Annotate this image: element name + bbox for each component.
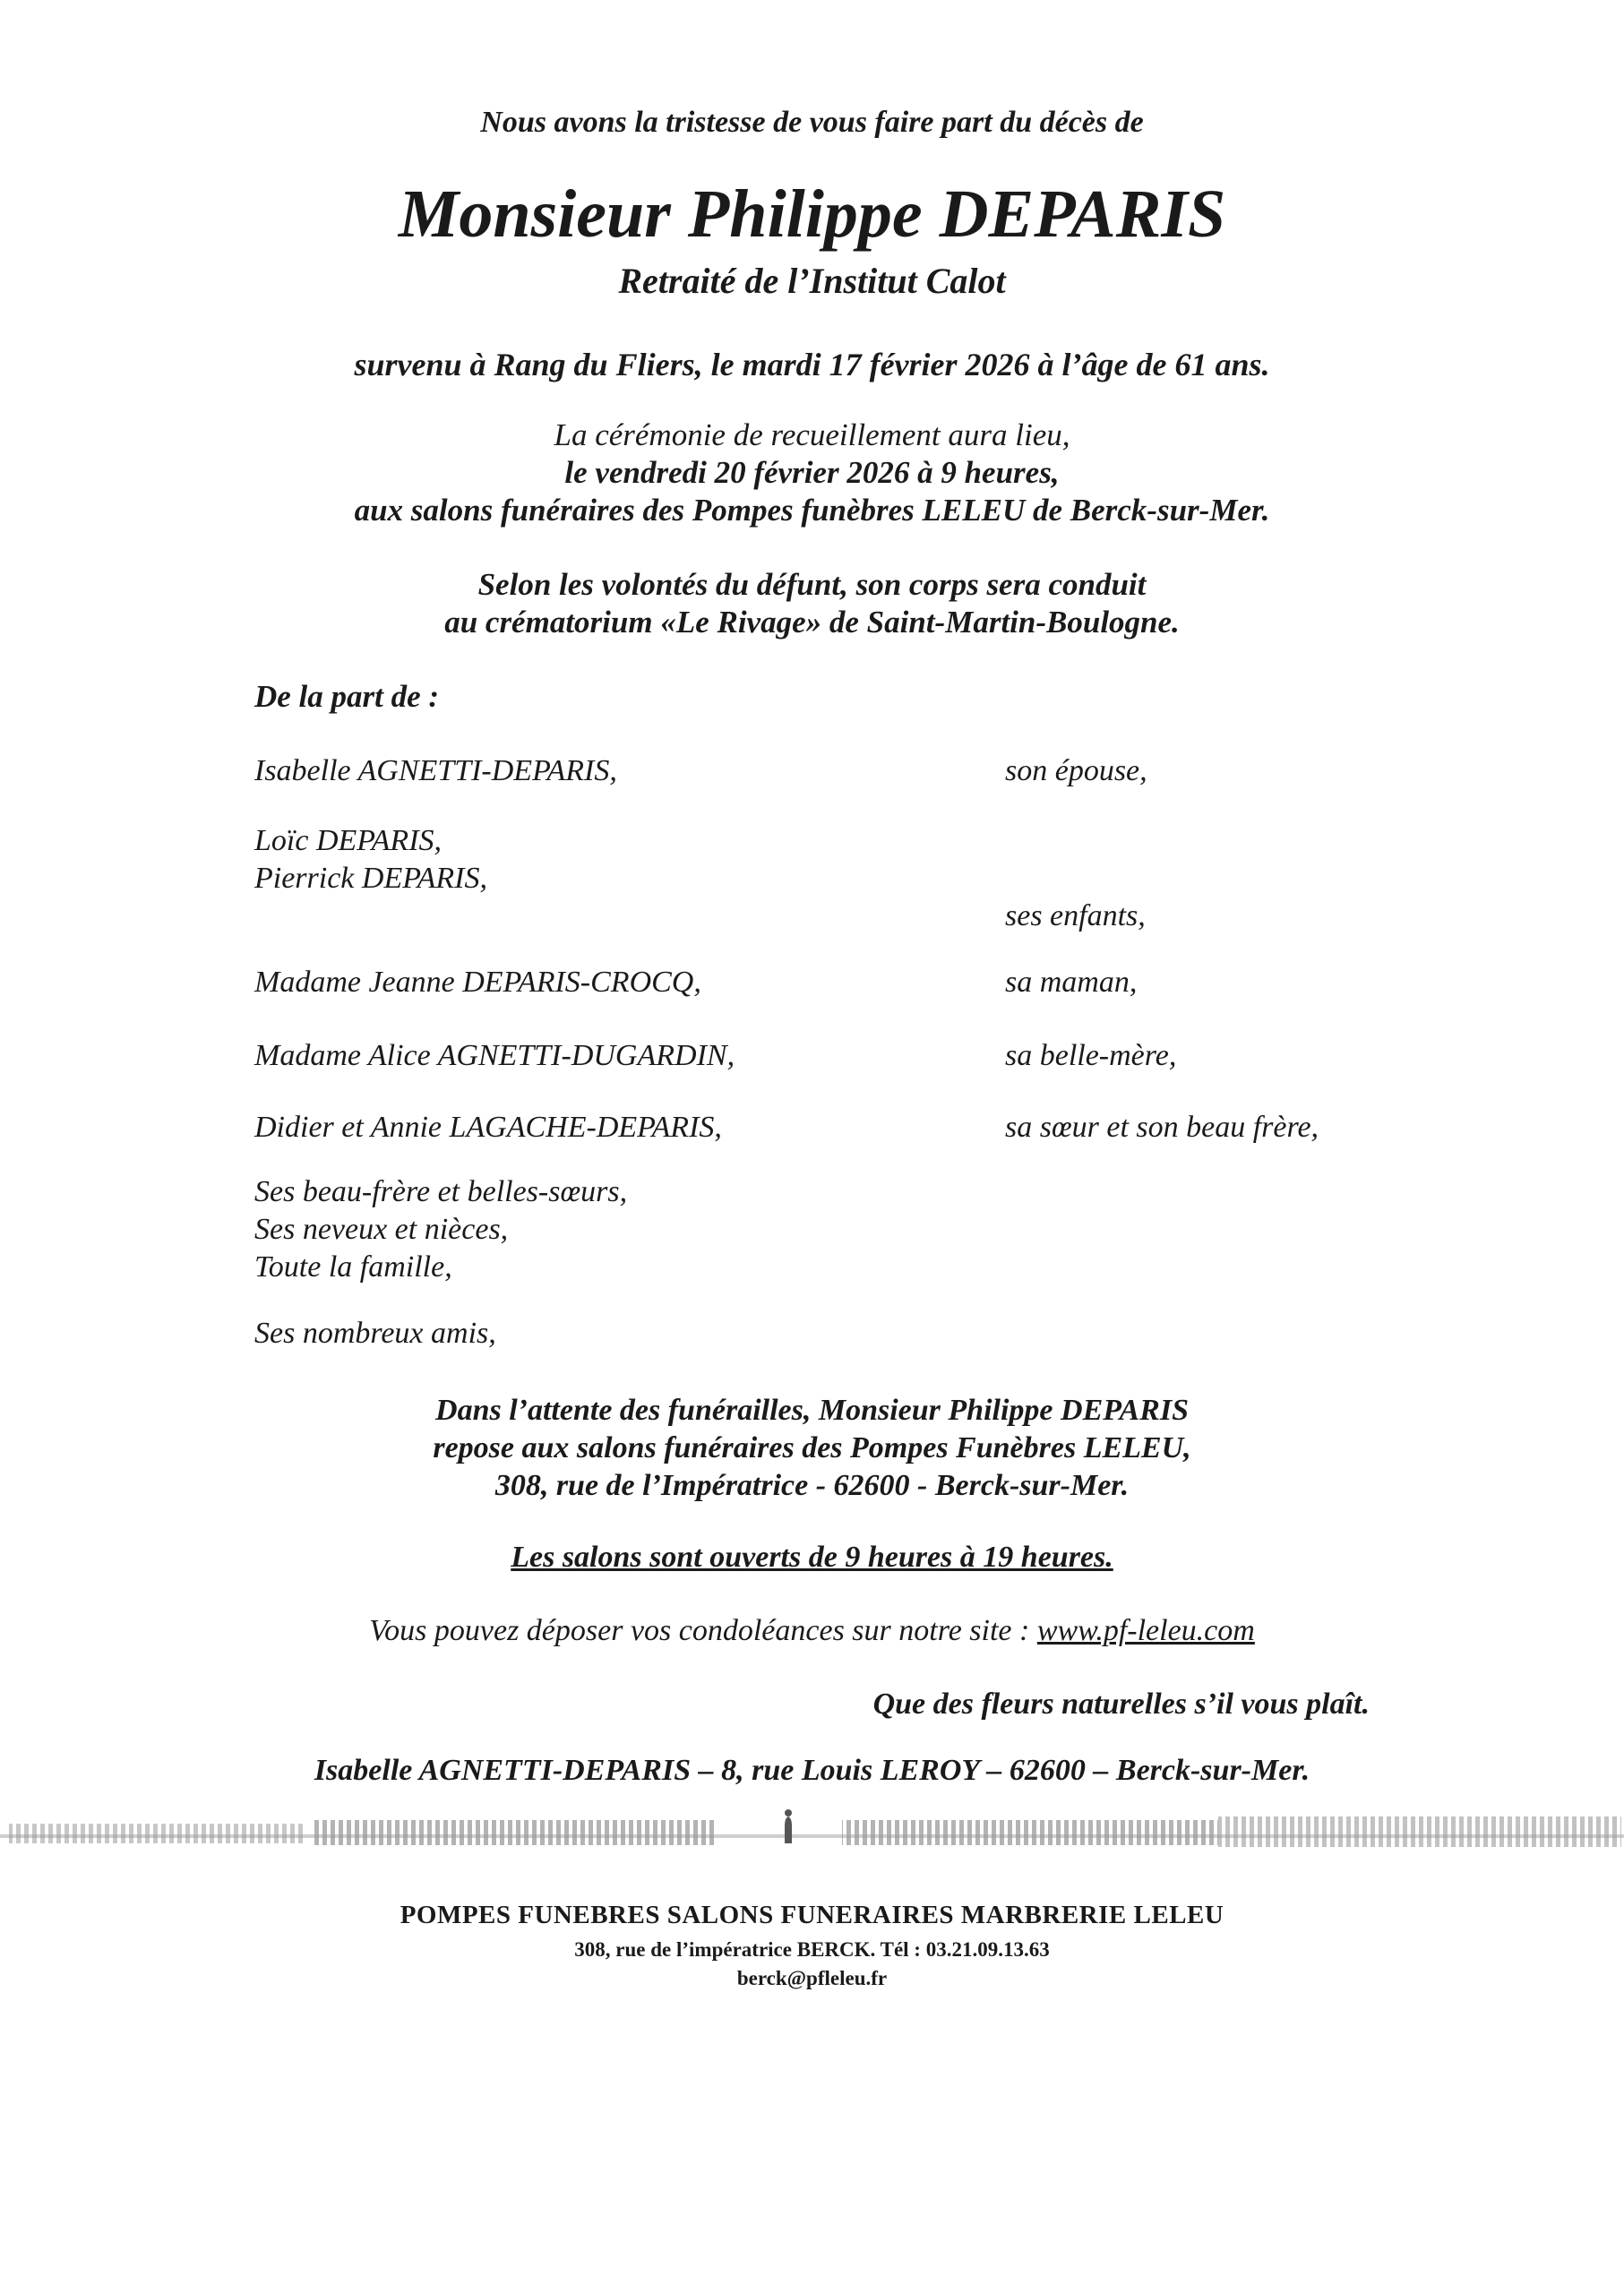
visitation-line-3: 308, rue de l’Impératrice - 62600 - Berck-sur-Mer. xyxy=(494,1469,1130,1502)
family-name: Madame Jeanne DEPARIS-CROCQ, xyxy=(254,966,701,999)
family-name: Didier et Annie LAGACHE-DEPARIS, xyxy=(254,1111,722,1144)
family-name: Madame Alice AGNETTI-DUGARDIN, xyxy=(254,1039,735,1072)
footer-address: 308, rue de l’impératrice BERCK. Tél : 03.21.09.13.63 xyxy=(574,1938,1050,1961)
cremation-line-2: au crématorium «Le Rivage» de Saint-Martin-Boulogne. xyxy=(444,605,1180,640)
family-relation: ses enfants, xyxy=(1005,899,1146,932)
ceremony-line-2: le vendredi 20 février 2026 à 9 heures, xyxy=(564,455,1060,490)
contact-address: Isabelle AGNETTI-DEPARIS – 8, rue Louis LEROY – 62600 – Berck-sur-Mer. xyxy=(314,1754,1310,1787)
visitation-line-2: repose aux salons funéraires des Pompes Funèbres LELEU, xyxy=(433,1431,1191,1464)
family-relation: son épouse, xyxy=(1005,754,1147,787)
condolences-text: Vous pouvez déposer vos condoléances sur notre site : xyxy=(369,1614,1037,1647)
condolences xyxy=(0,1614,1624,1648)
deceased-name: Monsieur Philippe DEPARIS xyxy=(398,176,1226,252)
opening-hours xyxy=(0,1541,1624,1575)
family-name: Loïc DEPARIS, xyxy=(254,824,443,857)
death-announcement: survenu à Rang du Fliers, le mardi 17 février 2026 à l’âge de 61 ans. xyxy=(354,347,1270,382)
family-relation: sa sœur et son beau frère, xyxy=(1005,1111,1319,1144)
family-relation: sa belle-mère, xyxy=(1005,1039,1177,1072)
intro-text: Nous avons la tristesse de vous faire part du décès de xyxy=(480,106,1144,139)
ceremony-line-1: La cérémonie de recueillement aura lieu, xyxy=(554,417,1070,452)
opening-hours-text: Les salons sont ouverts de 9 heures à 19 heures. xyxy=(511,1541,1113,1574)
family-label: De la part de : xyxy=(254,679,440,714)
beach-silhouette-band xyxy=(0,1804,1624,1867)
family-relation: sa maman, xyxy=(1005,966,1138,999)
footer-email[interactable]: berck@pfleleu.fr xyxy=(736,1967,888,1989)
family-name: Isabelle AGNETTI-DEPARIS, xyxy=(254,754,617,787)
cremation-line-1: Selon les volontés du défunt, son corps sera conduit xyxy=(477,567,1147,602)
flowers-note: Que des fleurs naturelles s’il vous plaît. xyxy=(872,1688,1370,1721)
footer-company: POMPES FUNEBRES SALONS FUNERAIRES MARBRERIE LELEU xyxy=(400,1901,1224,1929)
family-name: Ses nombreux amis, xyxy=(254,1317,496,1350)
family-name: Ses beau-frère et belles-sœurs, xyxy=(254,1175,628,1208)
visitation-line-1: Dans l’attente des funérailles, Monsieur Philippe DEPARIS xyxy=(435,1394,1189,1427)
deceased-title: Retraité de l’Institut Calot xyxy=(618,261,1006,301)
website-link[interactable]: www.pf-leleu.com xyxy=(1036,1614,1255,1647)
ceremony-line-3: aux salons funéraires des Pompes funèbres LELEU de Berck-sur-Mer. xyxy=(354,493,1270,528)
family-name: Pierrick DEPARIS, xyxy=(254,862,487,895)
family-name: Ses neveux et nièces, xyxy=(254,1213,509,1246)
family-name: Toute la famille, xyxy=(254,1250,452,1284)
